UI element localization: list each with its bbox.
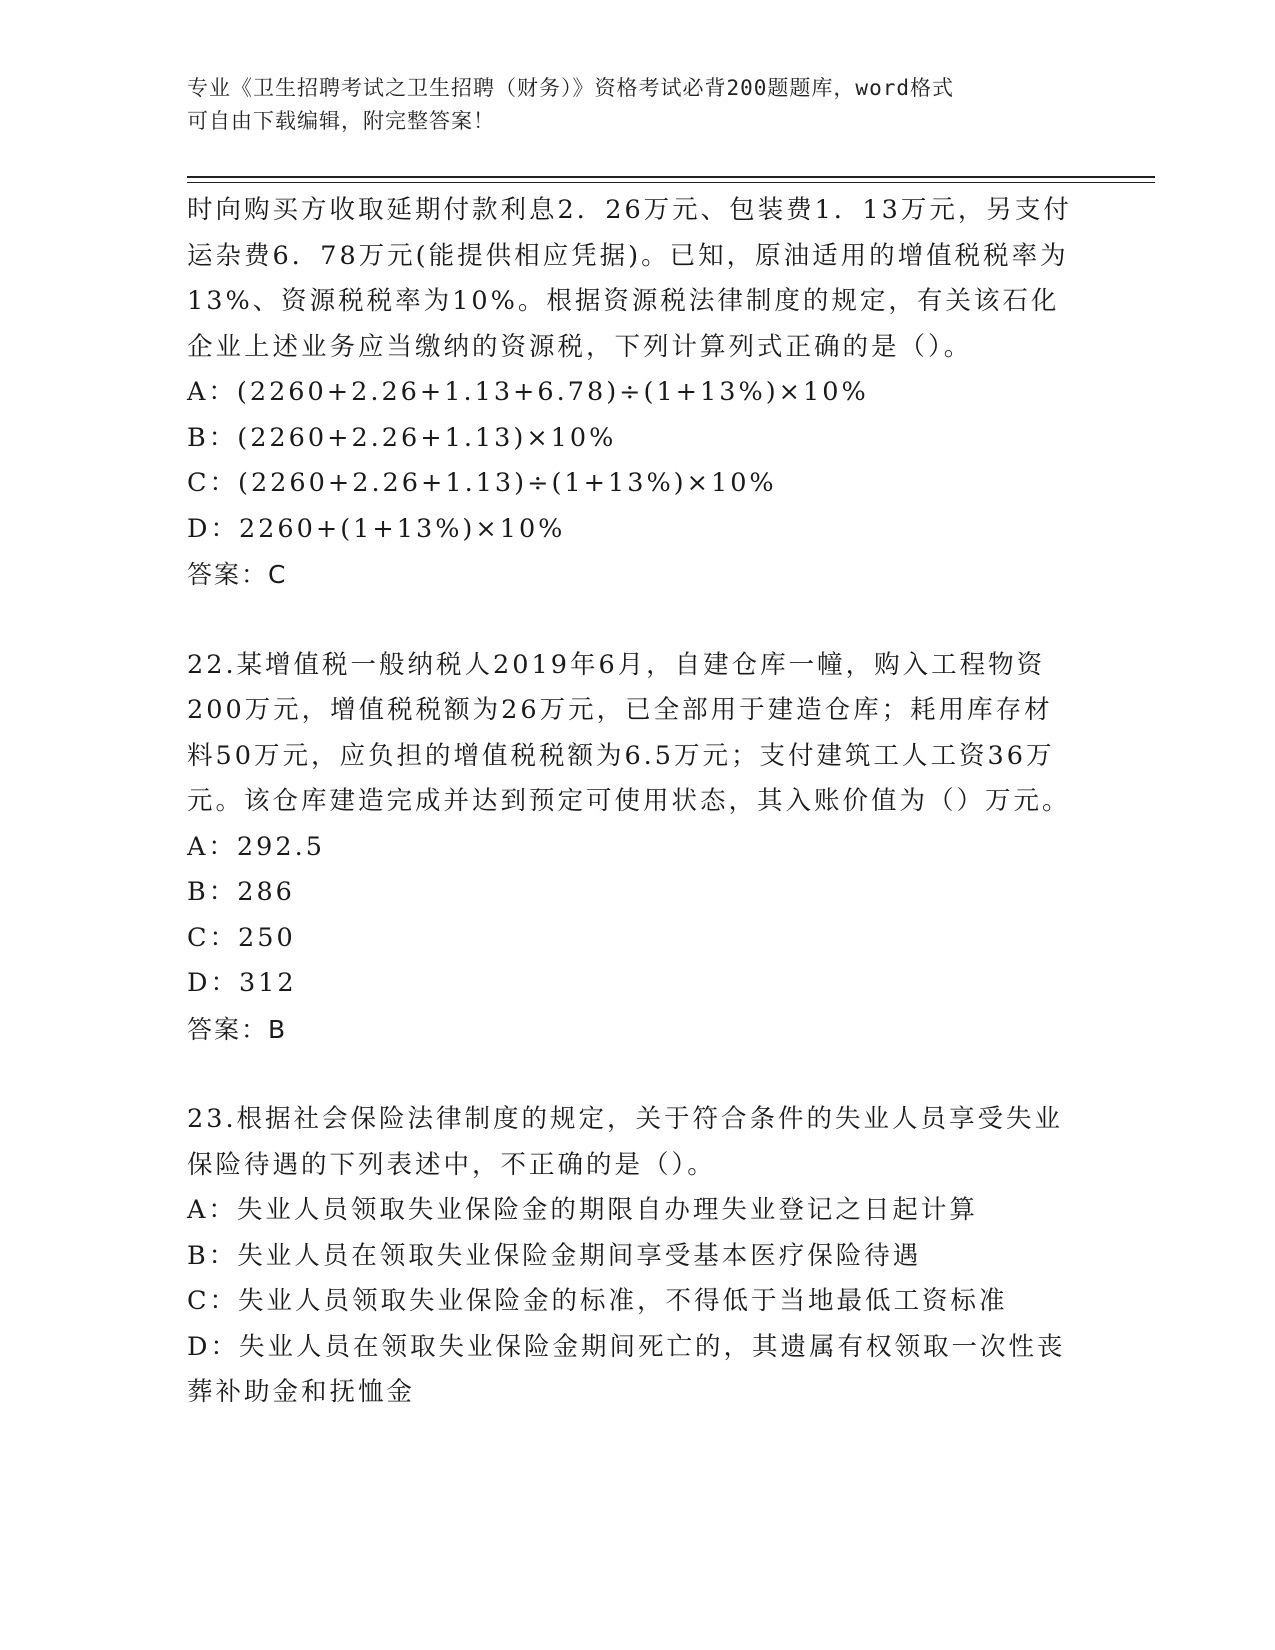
question-23-stem: 23.根据社会保险法律制度的规定，关于符合条件的失业人员享受失业保险待遇的下列表述中，不正确的是（）。 bbox=[187, 1104, 1064, 1180]
question-23 bbox=[187, 1097, 1077, 1416]
question-21-option-a: A：(2260+2.26+1.13+6.78)÷(1+13%)×10% bbox=[187, 377, 869, 407]
question-21-option-d: D：2260+(1+13%)×10% bbox=[187, 513, 566, 544]
question-22 bbox=[187, 643, 1077, 1053]
header-divider-thin bbox=[187, 182, 1155, 183]
question-22-stem: 22.某增值税一般纳税人2019年6月，自建仓库一幢，购入工程物资200万元，增值税税额为26万元，已全部用于建造仓库；耗用库存材料50万元，应负担的增值税税额为6.5万元；支付建筑工人工资36万元。该仓库建造完成并达到预定可使用状态，其入账价值为（）万元。 bbox=[187, 649, 1071, 816]
question-spacer bbox=[187, 598, 1077, 643]
question-21-option-b: B：(2260+2.26+1.13)×10% bbox=[187, 422, 617, 453]
document-header bbox=[187, 72, 1067, 138]
question-23-option-c: C：失业人员领取失业保险金的标准，不得低于当地最低工资标准 bbox=[187, 1286, 1008, 1316]
header-title-line-1: 专业《卫生招聘考试之卫生招聘（财务）》资格考试必背200题题库，word格式 bbox=[187, 76, 954, 100]
question-spacer bbox=[187, 1052, 1077, 1097]
document-body bbox=[187, 188, 1077, 1416]
question-21-answer: 答案：C bbox=[187, 560, 288, 589]
question-21-stem: 时向购买方收取延期付款利息2．26万元、包装费1．13万元，另支付运杂费6．78万元(能提供相应凭据)。已知，原油适用的增值税税率为13%、资源税税率为10%。根据资源税法律制度的规定，有关该石化企业上述业务应当缴纳的资源税，下列计算列式正确的是（）。 bbox=[187, 195, 1072, 362]
question-22-option-b: B：286 bbox=[187, 877, 295, 907]
question-22-option-c: C：250 bbox=[187, 922, 296, 953]
question-21-option-c: C：(2260+2.26+1.13)÷(1+13%)×10% bbox=[187, 468, 777, 498]
question-22-answer: 答案：B bbox=[187, 1014, 288, 1044]
question-23-option-d: D：失业人员在领取失业保险金期间死亡的，其遗属有权领取一次性丧葬补助金和抚恤金 bbox=[187, 1331, 1066, 1407]
question-23-option-b: B：失业人员在领取失业保险金期间享受基本医疗保险待遇 bbox=[187, 1240, 922, 1271]
header-title-line-2: 可自由下载编辑，附完整答案！ bbox=[187, 109, 495, 133]
question-23-option-a: A：失业人员领取失业保险金的期限自办理失业登记之日起计算 bbox=[187, 1195, 978, 1225]
question-21 bbox=[187, 188, 1077, 598]
header-divider-thick bbox=[187, 176, 1155, 178]
question-22-option-d: D：312 bbox=[187, 968, 297, 998]
question-22-option-a: A：292.5 bbox=[187, 831, 325, 862]
